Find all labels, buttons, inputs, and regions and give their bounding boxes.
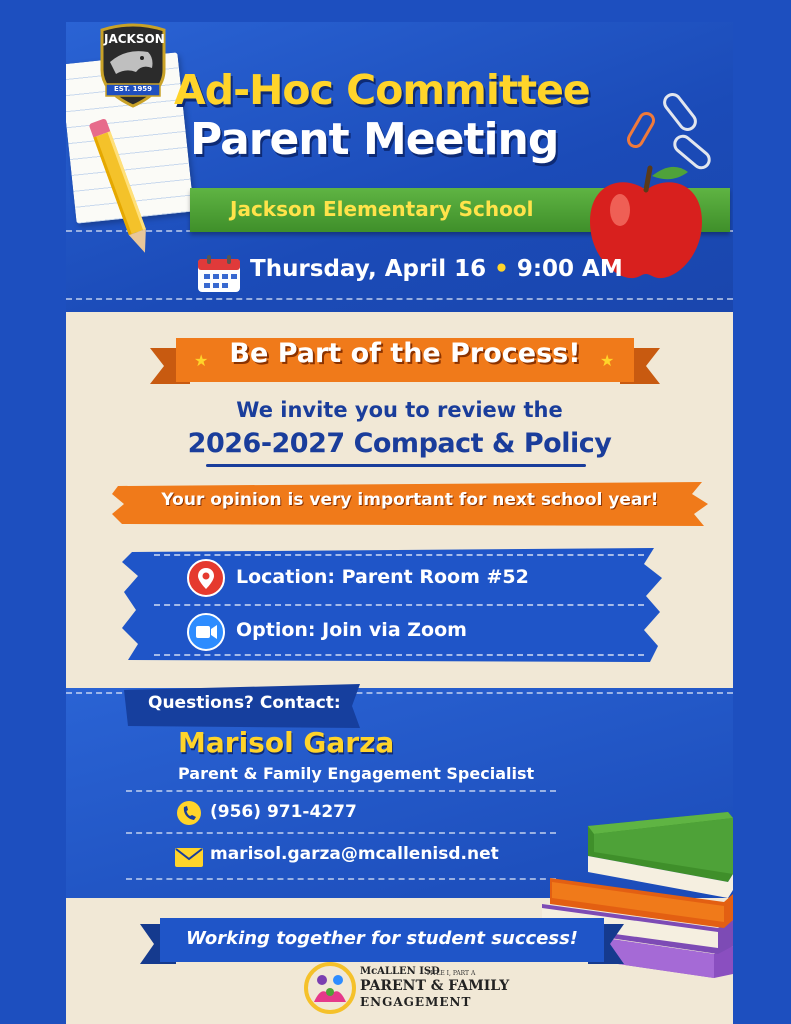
contact-stitch	[126, 878, 556, 880]
footer-tagline: Working together for student success!	[185, 928, 579, 949]
meeting-date-time	[250, 256, 623, 282]
mail-icon	[174, 844, 204, 870]
meeting-time: 9:00 AM	[516, 256, 623, 282]
logo-district: McALLEN ISD	[360, 966, 440, 977]
date-separator: •	[494, 256, 509, 282]
questions-heading: Questions? Contact:	[148, 693, 341, 713]
band-stitch	[154, 604, 644, 606]
contact-stitch	[126, 790, 556, 792]
title-line-2: Parent Meeting	[190, 114, 559, 165]
mcallen-isd-logo	[304, 962, 510, 1020]
contact-stitch	[126, 832, 556, 834]
opinion-message: Your opinion is very important for next school year!	[161, 490, 659, 510]
crest-name: JACKSON	[104, 32, 165, 46]
logo-parent-family: PARENT & FAMILY	[360, 978, 510, 994]
school-name: Jackson Elementary School	[230, 197, 534, 221]
contact-phone[interactable]: (956) 971-4277	[210, 802, 357, 822]
contact-role: Parent & Family Engagement Specialist	[178, 764, 535, 783]
underline-divider	[206, 464, 586, 467]
logo-title-one: TITLE I, PART A	[426, 970, 476, 977]
phone-icon	[176, 800, 206, 826]
meeting-date: Thursday, April 16	[250, 256, 487, 282]
zoom-video-icon	[187, 613, 225, 651]
family-logo-icon	[304, 962, 356, 1014]
title-line-1: Ad-Hoc Committee	[174, 66, 590, 114]
contact-name: Marisol Garza	[178, 726, 395, 759]
logo-engagement: ENGAGEMENT	[360, 995, 472, 1009]
location-text: Location: Parent Room #52	[236, 566, 529, 588]
headline: Be Part of the Process!	[229, 338, 581, 369]
svg-text:★: ★	[600, 351, 615, 370]
band-stitch	[154, 654, 644, 656]
zoom-option-text: Option: Join via Zoom	[236, 619, 467, 641]
flyer	[66, 22, 733, 1024]
contact-email[interactable]: marisol.garza@mcallenisd.net	[210, 844, 499, 864]
crest-established: EST. 1959	[113, 85, 153, 93]
invite-line-2: 2026-2027 Compact & Policy	[187, 428, 612, 459]
band-stitch	[154, 554, 644, 556]
header-stitch	[66, 298, 733, 300]
svg-text:★: ★	[194, 351, 209, 370]
calendar-icon	[196, 254, 242, 294]
invite-line-1: We invite you to review the	[236, 398, 563, 422]
location-pin-icon	[187, 559, 225, 597]
